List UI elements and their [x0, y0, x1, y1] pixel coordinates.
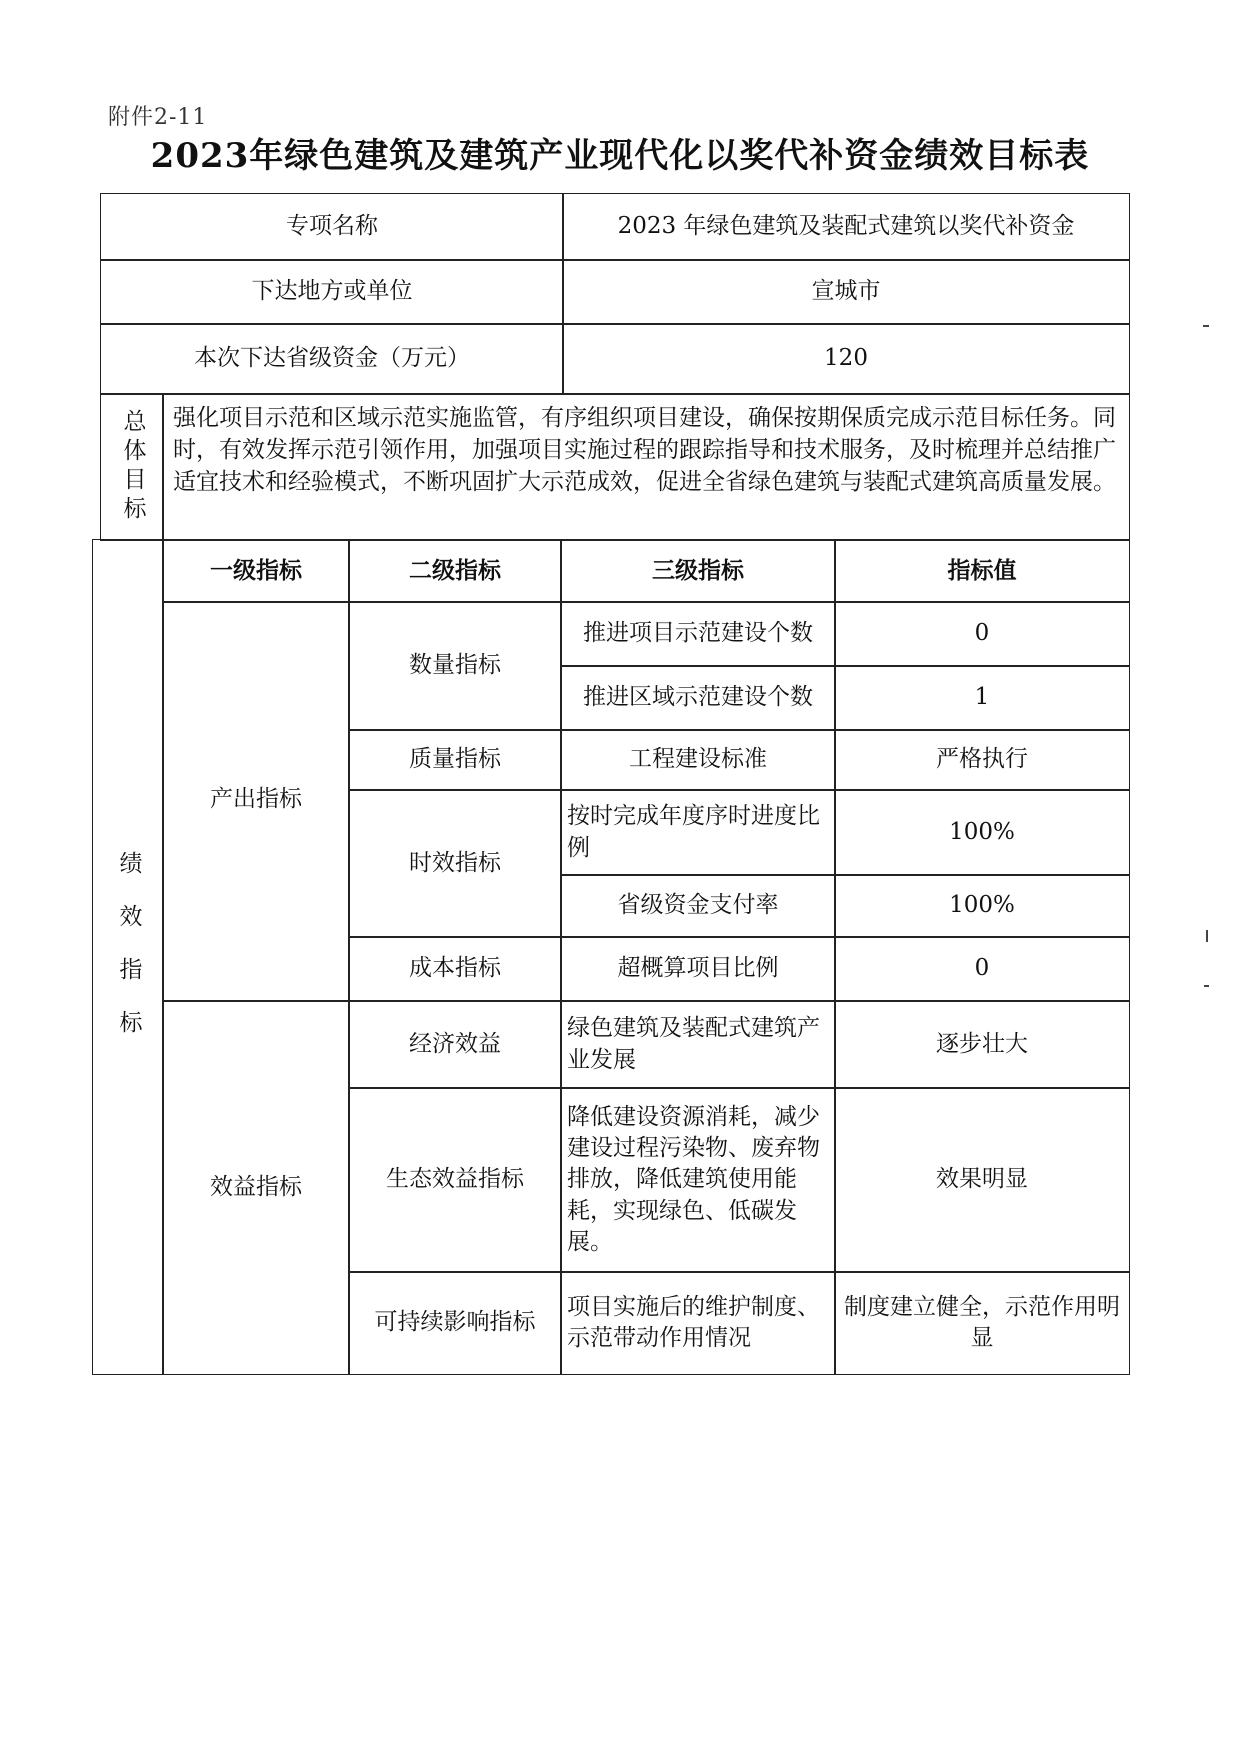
value-cell	[834, 729, 1130, 791]
level1-output-text: 产出指标	[210, 785, 302, 812]
value-text: 逐步壮大	[936, 1030, 1028, 1057]
recipient-value-cell	[562, 259, 1130, 325]
header-value-text: 指标值	[947, 557, 1017, 585]
level3-cell	[560, 789, 836, 876]
header-level3	[560, 539, 836, 603]
goal-text-cell	[162, 393, 1130, 541]
level2-quality	[348, 729, 562, 791]
funds-value-cell	[562, 323, 1130, 395]
project-name-label-cell	[100, 193, 564, 261]
project-name-label: 专项名称	[286, 213, 378, 240]
goal-label: 总体目标	[119, 409, 146, 525]
value-text: 制度建立健全，示范作用明显	[844, 1293, 1120, 1351]
recipient-label-cell	[100, 259, 564, 325]
page-title: 2023年绿色建筑及建筑产业现代化以奖代补资金绩效目标表	[150, 136, 1090, 176]
level1-benefit	[162, 1000, 350, 1375]
value-text: 0	[974, 955, 990, 982]
header-level3-text: 三级指标	[652, 557, 744, 585]
level2-timeliness-text: 时效指标	[409, 849, 501, 876]
header-level2	[348, 539, 562, 603]
level3-text: 绿色建筑及装配式建筑产业发展	[567, 1015, 820, 1073]
value-cell	[834, 665, 1130, 731]
value-text: 1	[974, 684, 990, 711]
level3-cell	[560, 1087, 836, 1273]
level2-economic-text: 经济效益	[409, 1030, 501, 1057]
annex-label: 附件2-11	[108, 105, 208, 130]
header-level2-text: 二级指标	[409, 557, 501, 585]
scan-mark	[1206, 930, 1208, 942]
scan-mark	[1203, 325, 1209, 327]
level2-sustainable-text: 可持续影响指标	[374, 1309, 536, 1336]
goal-text: 强化项目示范和区域示范实施监管，有序组织项目建设，确保按期保质完成示范目标任务。同时，有效发挥示范引领作用，加强项目实施过程的跟踪指导和技术服务，及时梳理并总结推广适宜技术和经验模式，不断巩固扩大示范成效，促进全省绿色建筑与装配式建筑高质量发展。	[173, 405, 1116, 496]
project-name-value-cell	[562, 193, 1130, 261]
value-cell	[834, 601, 1130, 667]
value-text: 100%	[949, 818, 1015, 845]
header-level1-text: 一级指标	[210, 557, 302, 585]
level2-economic	[348, 1000, 562, 1089]
header-level1	[162, 539, 350, 603]
level3-cell	[560, 1271, 836, 1375]
scan-mark	[1204, 985, 1209, 987]
funds-value: 120	[824, 345, 868, 372]
level3-cell	[560, 601, 836, 667]
value-cell	[834, 874, 1130, 938]
goal-label-cell	[100, 393, 164, 541]
level3-text: 推进项目示范建设个数	[583, 620, 813, 647]
recipient-value: 宣城市	[811, 278, 881, 305]
level3-cell	[560, 936, 836, 1002]
value-text: 效果明显	[936, 1166, 1028, 1193]
level2-timeliness	[348, 789, 562, 938]
perf-label: 绩效指标	[115, 851, 142, 1063]
value-cell	[834, 936, 1130, 1002]
level3-text: 工程建设标准	[629, 746, 767, 773]
level3-cell	[560, 665, 836, 731]
value-cell	[834, 1000, 1130, 1089]
level1-benefit-text: 效益指标	[210, 1173, 302, 1200]
level2-quality-text: 质量指标	[409, 746, 501, 773]
level3-text: 超概算项目比例	[617, 955, 779, 982]
funds-label-cell	[100, 323, 564, 395]
value-cell	[834, 1271, 1130, 1375]
funds-label: 本次下达省级资金（万元）	[194, 345, 470, 372]
value-cell	[834, 789, 1130, 876]
recipient-label: 下达地方或单位	[251, 278, 413, 305]
level3-text: 推进区域示范建设个数	[583, 684, 813, 711]
level2-ecological	[348, 1087, 562, 1273]
level2-sustainable	[348, 1271, 562, 1375]
project-name-value: 2023 年绿色建筑及装配式建筑以奖代补资金	[617, 213, 1075, 240]
level3-text: 按时完成年度序时进度比例	[567, 803, 820, 861]
value-text: 0	[974, 620, 990, 647]
value-text: 100%	[949, 892, 1015, 919]
perf-label-cell	[92, 539, 164, 1375]
level3-text: 降低建设资源消耗，减少建设过程污染物、废弃物排放，降低建筑使用能耗，实现绿色、低碳发展。	[567, 1104, 820, 1255]
value-cell	[834, 1087, 1130, 1273]
level3-text: 省级资金支付率	[617, 892, 779, 919]
level2-quantity-text: 数量指标	[409, 652, 501, 679]
level3-cell	[560, 729, 836, 791]
level3-cell	[560, 874, 836, 938]
level2-ecological-text: 生态效益指标	[386, 1166, 524, 1193]
level1-output	[162, 601, 350, 1002]
level3-text: 项目实施后的维护制度、示范带动作用情况	[567, 1293, 820, 1351]
level3-cell	[560, 1000, 836, 1089]
value-text: 严格执行	[936, 746, 1028, 773]
level2-cost	[348, 936, 562, 1002]
header-value	[834, 539, 1130, 603]
level2-quantity	[348, 601, 562, 731]
level2-cost-text: 成本指标	[409, 955, 501, 982]
